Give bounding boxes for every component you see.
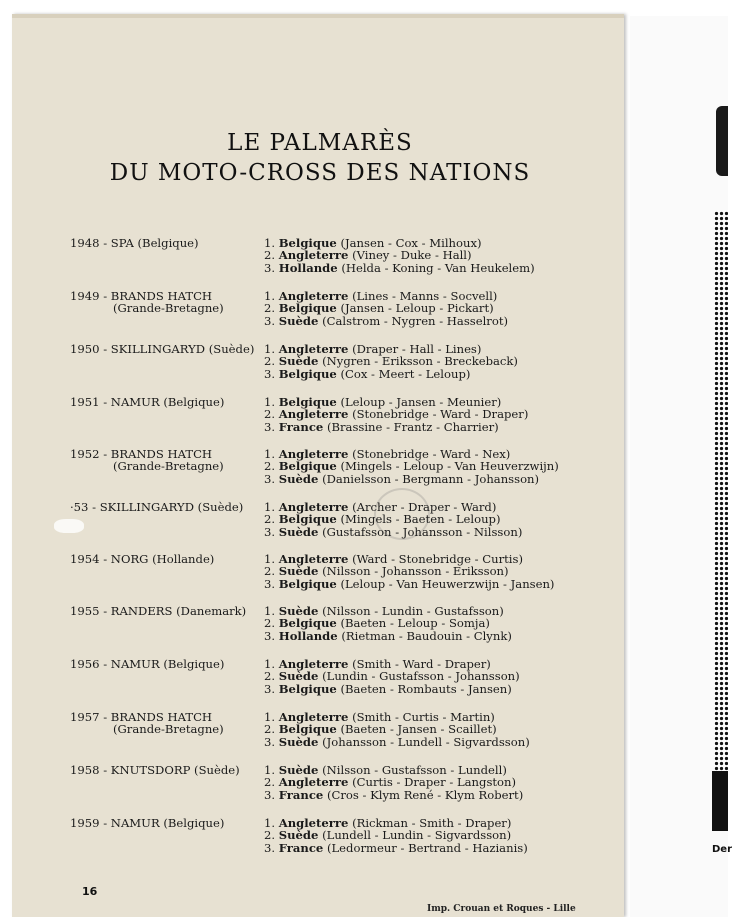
venue-country: (Grande-Bretagne) xyxy=(113,459,224,474)
nation-name: Angleterre xyxy=(278,447,349,461)
rank: 2. xyxy=(264,301,276,316)
podium-row xyxy=(264,368,604,380)
torn-paper-mark xyxy=(54,519,84,533)
rider-names: (Viney - Duke - Hall) xyxy=(352,248,472,263)
rank: 2. xyxy=(264,828,276,843)
rank: 3. xyxy=(264,681,276,696)
nation-name: Suède xyxy=(278,313,319,328)
nation-name: Angleterre xyxy=(278,342,349,356)
podium-row xyxy=(264,789,604,801)
rider-names: (Danielsson - Bergmann - Johansson) xyxy=(322,471,540,486)
podium-row xyxy=(264,526,604,538)
rank: 3. xyxy=(264,576,276,591)
page-title-line-1: LE PALMARÈS xyxy=(227,130,413,156)
nation-name: Suède xyxy=(278,524,319,539)
venue-block xyxy=(70,448,270,473)
podium-list xyxy=(264,817,604,854)
venue-block xyxy=(70,396,270,408)
rank: 2. xyxy=(264,616,276,631)
facing-page-black-block xyxy=(712,771,728,831)
podium-row xyxy=(264,315,604,327)
nation-name: Suède xyxy=(278,828,319,843)
rider-names: (Curtis - Draper - Langston) xyxy=(352,775,517,790)
rider-names: (Baeten - Rombauts - Jansen) xyxy=(340,681,512,696)
rider-names: (Gustafsson - Johansson - Nilsson) xyxy=(322,524,523,539)
venue-block xyxy=(70,817,270,829)
nation-name: Angleterre xyxy=(278,775,349,790)
podium-list xyxy=(264,396,604,433)
rank: 2. xyxy=(264,564,276,579)
venue-line: 1950 - SKILLINGARYD (Suède) xyxy=(70,342,255,356)
nation-name: Belgique xyxy=(278,395,337,409)
rank: 3. xyxy=(264,419,276,434)
rider-names: (Mingels - Leloup - Van Heuverzwijn) xyxy=(340,459,559,474)
nation-name: Belgique xyxy=(278,459,337,474)
rank: 2. xyxy=(264,722,276,737)
rider-names: (Ledormeur - Bertrand - Hazianis) xyxy=(326,840,528,855)
rank: 3. xyxy=(264,313,276,328)
rider-names: (Archer - Draper - Ward) xyxy=(352,500,497,514)
podium-row xyxy=(264,683,604,695)
venue-line: 1954 - NORG (Hollande) xyxy=(70,552,215,566)
venue-block xyxy=(70,237,270,249)
nation-name: Suède xyxy=(278,734,319,749)
venue-country: (Grande-Bretagne) xyxy=(113,722,224,737)
venue-block xyxy=(70,658,270,670)
rank: 1. xyxy=(264,342,276,356)
imprint-line: Imp. Crouan et Roques - Lille xyxy=(427,904,576,914)
rank: 1. xyxy=(264,710,276,724)
rank: 3. xyxy=(264,471,276,486)
rank: 3. xyxy=(264,260,276,275)
nation-name: Angleterre xyxy=(278,657,349,671)
podium-list xyxy=(264,237,604,274)
rider-names: (Johansson - Lundell - Sigvardsson) xyxy=(322,734,530,749)
rank: 2. xyxy=(264,248,276,263)
venue-block xyxy=(70,343,270,355)
rank: 1. xyxy=(264,816,276,830)
podium-list xyxy=(264,290,604,327)
podium-list xyxy=(264,343,604,380)
rider-names: (Baeten - Leloup - Somja) xyxy=(340,616,490,631)
podium-row xyxy=(264,473,604,485)
rank: 2. xyxy=(264,459,276,474)
rank: 1. xyxy=(264,500,276,514)
rank: 3. xyxy=(264,366,276,381)
podium-list xyxy=(264,501,604,538)
rider-names: (Nilsson - Lundin - Gustafsson) xyxy=(322,604,504,618)
nation-name: Belgique xyxy=(278,512,337,527)
rider-names: (Stonebridge - Ward - Nex) xyxy=(352,447,511,461)
rider-names: (Lundell - Lundin - Sigvardsson) xyxy=(322,828,512,843)
podium-row xyxy=(264,630,604,642)
rider-names: (Smith - Ward - Draper) xyxy=(352,657,491,671)
nation-name: Angleterre xyxy=(278,407,349,422)
rank: 1. xyxy=(264,552,276,566)
facing-page xyxy=(630,16,732,917)
rider-names: (Jansen - Leloup - Pickart) xyxy=(340,301,494,316)
rider-names: (Smith - Curtis - Martin) xyxy=(352,710,495,724)
venue-block xyxy=(70,711,270,736)
rank: 1. xyxy=(264,395,276,409)
podium-list xyxy=(264,658,604,695)
rank: 2. xyxy=(264,669,276,684)
nation-name: Suède xyxy=(278,763,319,777)
podium-list xyxy=(264,605,604,642)
venue-block xyxy=(70,553,270,565)
podium-list xyxy=(264,448,604,485)
nation-name: Suède xyxy=(278,604,319,618)
rider-names: (Draper - Hall - Lines) xyxy=(352,342,482,356)
venue-block xyxy=(70,605,270,617)
nation-name: Hollande xyxy=(278,260,338,275)
rank: 1. xyxy=(264,236,276,250)
rank: 3. xyxy=(264,787,276,802)
podium-list xyxy=(264,711,604,748)
venue-country: (Grande-Bretagne) xyxy=(113,301,224,316)
venue-line: 1957 - BRANDS HATCH xyxy=(70,710,213,724)
rank: 2. xyxy=(264,775,276,790)
page-number: 16 xyxy=(82,885,98,898)
podium-row xyxy=(264,736,604,748)
rider-names: (Brassine - Frantz - Charrier) xyxy=(326,419,499,434)
nation-name: Belgique xyxy=(278,681,337,696)
venue-line: ·53 - SKILLINGARYD (Suède) xyxy=(70,500,244,514)
venue-line: 1951 - NAMUR (Belgique) xyxy=(70,395,225,409)
rider-names: (Ward - Stonebridge - Curtis) xyxy=(352,552,523,566)
venue-line: 1948 - SPA (Belgique) xyxy=(70,236,199,250)
rank: 1. xyxy=(264,447,276,461)
venue-line: 1958 - KNUTSDORP (Suède) xyxy=(70,763,240,777)
rank: 2. xyxy=(264,407,276,422)
venue-line: 1952 - BRANDS HATCH xyxy=(70,447,213,461)
nation-name: Belgique xyxy=(278,616,337,631)
rank: 3. xyxy=(264,840,276,855)
nation-name: Belgique xyxy=(278,366,337,381)
rider-names: (Rietman - Baudouin - Clynk) xyxy=(341,628,512,643)
podium-row xyxy=(264,421,604,433)
nation-name: Angleterre xyxy=(278,248,349,263)
venue-line: 1959 - NAMUR (Belgique) xyxy=(70,816,225,830)
page-title-line-2: DU MOTO-CROSS DES NATIONS xyxy=(109,160,531,186)
nation-name: Suède xyxy=(278,669,319,684)
rider-names: (Leloup - Jansen - Meunier) xyxy=(340,395,502,409)
nation-name: Belgique xyxy=(278,576,337,591)
nation-name: Angleterre xyxy=(278,500,349,514)
rider-names: (Nilsson - Johansson - Eriksson) xyxy=(322,564,509,579)
venue-line: 1955 - RANDERS (Danemark) xyxy=(70,604,247,618)
nation-name: Angleterre xyxy=(278,552,349,566)
rank: 3. xyxy=(264,524,276,539)
rider-names: (Helda - Koning - Van Heukelem) xyxy=(341,260,535,275)
venue-block xyxy=(70,501,270,513)
podium-list xyxy=(264,553,604,590)
rider-names: (Lundin - Gustafsson - Johansson) xyxy=(322,669,520,684)
nation-name: Angleterre xyxy=(278,710,349,724)
venue-line: 1956 - NAMUR (Belgique) xyxy=(70,657,225,671)
nation-name: France xyxy=(278,840,324,855)
rider-names: (Leloup - Van Heuwerzwijn - Jansen) xyxy=(340,576,555,591)
podium-row xyxy=(264,578,604,590)
rider-names: (Nygren - Eriksson - Breckeback) xyxy=(322,354,518,369)
podium-row xyxy=(264,262,604,274)
venue-block xyxy=(70,764,270,776)
nation-name: Angleterre xyxy=(278,289,349,303)
rank: 2. xyxy=(264,354,276,369)
rank: 3. xyxy=(264,628,276,643)
nation-name: Belgique xyxy=(278,301,337,316)
rider-names: (Stonebridge - Ward - Draper) xyxy=(352,407,529,422)
page-edge xyxy=(12,14,624,18)
rank: 3. xyxy=(264,734,276,749)
venue-block xyxy=(70,290,270,315)
nation-name: Belgique xyxy=(278,722,337,737)
nation-name: Belgique xyxy=(278,236,337,250)
nation-name: Suède xyxy=(278,354,319,369)
rider-names: (Mingels - Baeten - Leloup) xyxy=(340,512,501,527)
nation-name: Suède xyxy=(278,564,319,579)
facing-page-text: Der xyxy=(712,844,732,855)
rider-names: (Cros - Klym René - Klym Robert) xyxy=(326,787,524,802)
podium-row xyxy=(264,842,604,854)
facing-page-illustration xyxy=(716,106,728,176)
nation-name: France xyxy=(278,419,324,434)
rank: 1. xyxy=(264,289,276,303)
venue-line: 1949 - BRANDS HATCH xyxy=(70,289,213,303)
facing-page-halftone-band xyxy=(714,211,728,771)
rider-names: (Baeten - Jansen - Scaillet) xyxy=(340,722,497,737)
rider-names: (Jansen - Cox - Milhoux) xyxy=(340,236,482,250)
rider-names: (Rickman - Smith - Draper) xyxy=(352,816,512,830)
nation-name: Hollande xyxy=(278,628,338,643)
rider-names: (Nilsson - Gustafsson - Lundell) xyxy=(322,763,507,777)
rank: 1. xyxy=(264,604,276,618)
nation-name: France xyxy=(278,787,324,802)
rank: 1. xyxy=(264,763,276,777)
nation-name: Angleterre xyxy=(278,816,349,830)
rider-names: (Calstrom - Nygren - Hasselrot) xyxy=(322,313,509,328)
rider-names: (Lines - Manns - Socvell) xyxy=(352,289,498,303)
nation-name: Suède xyxy=(278,471,319,486)
rank: 2. xyxy=(264,512,276,527)
podium-list xyxy=(264,764,604,801)
rider-names: (Cox - Meert - Leloup) xyxy=(340,366,471,381)
rank: 1. xyxy=(264,657,276,671)
